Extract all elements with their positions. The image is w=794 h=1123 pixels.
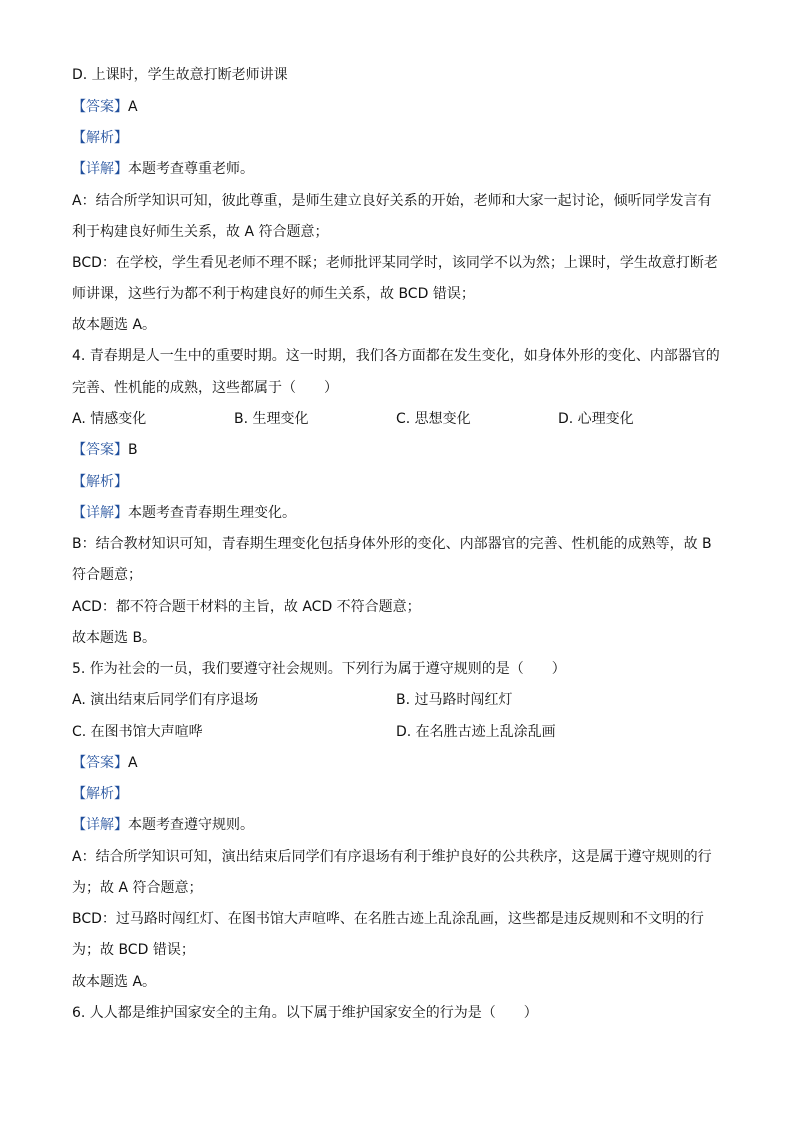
q4-analysis-tag — [72, 472, 128, 492]
analysis-tag: 【解析】 — [72, 474, 128, 490]
q5-stem: 5. 作为社会的一员，我们要遵守社会规则。下列行为属于遵守规则的是（ ） — [72, 661, 566, 677]
q4-option-b: B. 生理变化 — [234, 411, 309, 427]
q3-explanation-a-line1: A：结合所学知识可知，彼此尊重，是师生建立良好关系的开始，老师和大家一起讨论，倾听同学发言有 — [72, 193, 712, 209]
q4-detail: 本题考查青春期生理变化。 — [128, 505, 296, 521]
q5-explanation-a-line1: A：结合所学知识可知，演出结束后同学们有序退场有利于维护良好的公共秩序，这是属于遵守规则的行 — [72, 849, 712, 865]
q5-explanation-a-line2: 为；故 A 符合题意； — [72, 880, 203, 896]
q5-option-c: C. 在图书馆大声喧哗 — [72, 724, 203, 740]
q3-detail-line — [72, 159, 254, 179]
q5-detail: 本题考查遵守规则。 — [128, 817, 254, 833]
q4-option-c: C. 思想变化 — [396, 411, 471, 427]
q3-detail: 本题考查尊重老师。 — [128, 161, 254, 177]
q3-conclusion: 故本题选 A。 — [72, 317, 157, 333]
q4-stem-line2: 完善、性机能的成熟，这些都属于（ ） — [72, 380, 338, 396]
q4-explanation-b-line2: 符合题意； — [72, 567, 142, 583]
detail-tag: 【详解】 — [72, 161, 128, 177]
q4-option-d: D. 心理变化 — [558, 411, 634, 427]
q3-explanation-a-line2: 利于构建良好师生关系，故 A 符合题意； — [72, 224, 329, 240]
q4-explanation-acd: ACD：都不符合题干材料的主旨，故 ACD 不符合题意； — [72, 599, 421, 615]
detail-tag: 【详解】 — [72, 817, 128, 833]
q4-answer-line — [72, 440, 138, 460]
q5-option-d: D. 在名胜古迹上乱涂乱画 — [396, 724, 556, 740]
q4-conclusion: 故本题选 B。 — [72, 630, 157, 646]
q5-explanation-bcd-line2: 为；故 BCD 错误； — [72, 942, 195, 958]
q4-answer: B — [128, 442, 138, 458]
q6-stem: 6. 人人都是维护国家安全的主角。以下属于维护国家安全的行为是（ ） — [72, 1005, 538, 1021]
q3-analysis-tag — [72, 128, 128, 148]
q5-analysis-tag — [72, 784, 128, 804]
q5-option-b: B. 过马路时闯红灯 — [396, 692, 513, 708]
analysis-tag: 【解析】 — [72, 130, 128, 146]
q4-explanation-b-line1: B：结合教材知识可知，青春期生理变化包括身体外形的变化、内部器官的完善、性机能的成熟等，故 B — [72, 536, 712, 552]
q5-conclusion: 故本题选 A。 — [72, 974, 157, 990]
q4-stem-line1: 4. 青春期是人一生中的重要时期。这一时期，我们各方面都在发生变化，如身体外形的变化、内部器官的 — [72, 348, 720, 364]
q3-answer: A — [128, 99, 138, 115]
q5-explanation-bcd-line1: BCD：过马路时闯红灯、在图书馆大声喧哗、在名胜古迹上乱涂乱画，这些都是违反规则和不文明的行 — [72, 911, 704, 927]
q5-option-a: A. 演出结束后同学们有序退场 — [72, 692, 259, 708]
q3-answer-line — [72, 97, 138, 117]
q3-explanation-bcd-line2: 师讲课，这些行为都不利于构建良好的师生关系，故 BCD 错误； — [72, 286, 475, 302]
q3-explanation-bcd-line1: BCD：在学校，学生看见老师不理不睬；老师批评某同学时，该同学不以为然；上课时，学生故意打断老 — [72, 255, 718, 271]
q3-option-d: D. 上课时，学生故意打断老师讲课 — [72, 67, 288, 83]
q5-answer: A — [128, 755, 138, 771]
q5-detail-line — [72, 815, 254, 835]
answer-tag: 【答案】 — [72, 755, 128, 771]
detail-tag: 【详解】 — [72, 505, 128, 521]
q5-answer-line — [72, 753, 138, 773]
analysis-tag: 【解析】 — [72, 786, 128, 802]
answer-tag: 【答案】 — [72, 99, 128, 115]
answer-tag: 【答案】 — [72, 442, 128, 458]
q4-option-a: A. 情感变化 — [72, 411, 147, 427]
q4-detail-line — [72, 503, 296, 523]
